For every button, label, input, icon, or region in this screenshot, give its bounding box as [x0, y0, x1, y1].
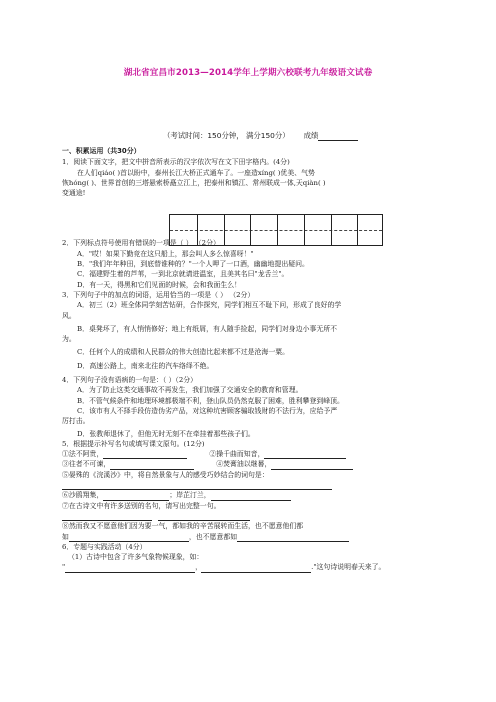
question-1-passage: 在人们qiáo( )首以盼中，泰州长江大桥正式通车了。一座造xíng( )优美、气势	[77, 168, 315, 177]
answer-blank[interactable]	[62, 512, 152, 521]
question-5-row-9	[62, 532, 434, 542]
answer-blank[interactable]	[65, 564, 195, 573]
prompt-text: ③往者不可谏，	[62, 460, 111, 469]
prompt-text: "	[62, 563, 66, 572]
score-blank[interactable]	[318, 132, 358, 141]
question-2-stem: 2．下列标点符号使用有错误的一项是（ ） （2分）	[62, 239, 220, 248]
question-2-option-a: A．"哎！如果下勤竞在这只船上，那会叫人多么惊喜呀！"	[77, 249, 254, 258]
grid-divider	[197, 215, 198, 245]
question-4-option-a: A．为了防止这类交通事故不再发生，我们加强了交通安全的教育和管理。	[77, 386, 303, 395]
answer-blank[interactable]	[237, 533, 349, 542]
question-6-stem: 6．专题与实践活动（4分）	[62, 542, 147, 551]
answer-grid[interactable]	[169, 214, 383, 246]
exam-time-score: （考试时间：150分钟， 满分150分）	[163, 131, 290, 140]
prompt-text: ，也不愿意都如	[188, 532, 238, 541]
grid-divider	[277, 215, 278, 245]
question-5-row-5	[62, 490, 434, 500]
question-6-sub-1: （1）古诗中包含了许多气象物候现象，如：	[68, 553, 204, 562]
question-1-passage: 恢hóng( )、世界首创的三塔悬索桥矗立江上，把泰州和镇江、常州联成一体,天qiàn( )	[62, 178, 326, 187]
grid-divider	[331, 215, 332, 245]
exam-content	[62, 146, 434, 573]
question-2-option-c: C．福建野生着的芦苇，一到北京就请进温室，且美其名曰"龙舌兰"。	[77, 270, 289, 279]
question-3-option-a-cont: 风。	[62, 311, 76, 320]
grid-divider	[250, 215, 251, 245]
question-3-option-b: B．桌凳坏了，有人悄悄修好；地上有纸屑，有人随手捡起，同学们对身边小事无所不	[77, 324, 338, 333]
answer-blank[interactable]	[211, 492, 291, 501]
grid-divider	[224, 215, 225, 245]
answer-blank[interactable]	[103, 492, 169, 501]
question-4-option-d: D．张教师退休了，但他无时无刻不在牵挂着那些孩子们。	[77, 429, 255, 438]
prompt-text: ；岸芷汀兰，	[169, 491, 211, 500]
exam-meta	[163, 130, 358, 141]
exam-title: 湖北省宜昌市2013—2014学年上学期六校联考九年级语文试卷	[123, 68, 373, 78]
answer-blank[interactable]	[271, 461, 353, 470]
question-5-row-6: ⑦在古诗文中有许多送别的名句，请写出完整一句。	[62, 501, 221, 510]
question-5-row-8: ⑧然而我又不愿意他们因为要一气，都如我的辛苦展转而生活，也不愿意他们都	[62, 522, 304, 531]
question-5-row-1	[62, 449, 434, 459]
prompt-text: ⑥沙鸥翔集，	[62, 491, 104, 500]
question-5-stem: 5．根据提示补写名句或填写课文原句。(12分)	[62, 439, 205, 448]
grid-divider	[357, 215, 358, 245]
prompt-text: ①法不阿贵，	[62, 450, 104, 459]
question-3-option-d: D．高速公路上，南来北往的汽车络绎不绝。	[77, 361, 214, 370]
question-6-sub-1-blanks: " ， ."这句诗说明春天来了。	[62, 563, 386, 572]
question-3-option-a: A．初三（2）班全体同学刻苦钻研，合作探究，同学们相互不耻下问，形成了良好的学	[77, 301, 342, 310]
prompt-text: 如	[62, 532, 69, 541]
question-4-option-b: B．不管气候条件和地理环境都极端不利，登山队员仍然克服了困难，胜利攀登到峰顶。	[77, 396, 344, 405]
prompt-text: ④焚膏油以继晷，	[216, 460, 272, 469]
score-label: 成绩	[303, 131, 319, 140]
question-3-stem: 3．下列句子中的加点的词语，运用恰当的一项是（ ） （2分）	[62, 290, 255, 299]
answer-blank[interactable]	[69, 533, 189, 542]
answer-blank[interactable]	[103, 450, 187, 459]
question-2-option-d: D．有一天，得黑和它们见面的时候，会和我面生么！	[77, 280, 242, 289]
question-5-row-4	[62, 480, 434, 490]
question-1-stem: 1．阅读下面文字，把文中拼音所表示的汉字依次写在文下田字格内。(4分)	[62, 158, 290, 167]
answer-blank[interactable]	[264, 450, 346, 459]
question-4-option-c: C．该市有人不择手段仿造伪劣产品，对这种坑害顾客骗取钱财的不法行为，应给予严	[77, 406, 338, 415]
answer-blank[interactable]	[158, 512, 250, 521]
prompt-text: ."这句诗说明春天来了。	[311, 563, 386, 572]
question-4-stem: 4．下列句子没有语病的一句是：（ ）（2分）	[62, 376, 197, 385]
grid-divider	[304, 215, 305, 245]
answer-blank[interactable]	[110, 461, 194, 470]
question-4-option-c-cont: 厉打击。	[62, 417, 90, 426]
section-heading: 一、积累运用（共30分）	[62, 147, 141, 155]
question-5-row-3: ⑤晏殊的《浣溪沙》中，将自然景象与人的感受巧妙结合的词句是：	[62, 470, 269, 479]
question-1-passage: 变通途!	[62, 189, 86, 198]
question-2-option-b: B．"我们年年种田，到底替谁种的？"一个人呷了一口酒，幽幽地提出疑问。	[77, 260, 309, 269]
question-5-row-2	[62, 459, 434, 469]
answer-blank[interactable]	[201, 564, 311, 573]
grid-midline	[170, 230, 382, 231]
answer-blank[interactable]	[62, 481, 332, 490]
question-3-option-b-cont: 为。	[62, 335, 76, 344]
question-3-option-c: C．任何个人的成绩和人民群众的伟大创造比起来都不过是沧海一粟。	[77, 348, 289, 357]
prompt-text: ②操千曲而知音，	[209, 450, 265, 459]
question-5-row-7	[62, 511, 434, 521]
